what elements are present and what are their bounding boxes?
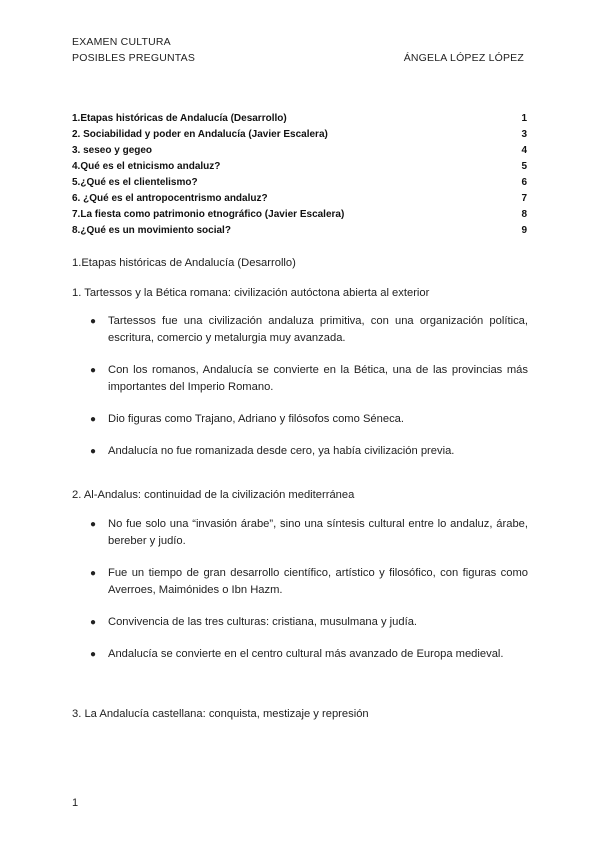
toc-entry-page: 5: [521, 161, 527, 172]
toc-entry-label: 8.¿Qué es un movimiento social?: [72, 225, 231, 236]
toc-entry-label: 1.Etapas históricas de Andalucía (Desarrollo): [72, 113, 287, 124]
toc-entry-label: 7.La fiesta como patrimonio etnográfico (Javier Escalera): [72, 209, 345, 220]
list-item: [88, 516, 528, 550]
toc-entry-page: 1: [521, 113, 527, 124]
list-item: [88, 313, 528, 347]
toc-entry-label: 6. ¿Qué es el antropocentrismo andaluz?: [72, 193, 268, 204]
toc-entry[interactable]: [72, 191, 527, 207]
toc-entry-page: 9: [521, 225, 527, 236]
toc-entry[interactable]: [72, 207, 527, 223]
section-title: 1.Etapas históricas de Andalucía (Desarrollo): [72, 257, 296, 269]
bullet-icon: ●: [90, 617, 97, 628]
toc-entry-label: 5.¿Qué es el clientelismo?: [72, 177, 198, 188]
list-item: [88, 614, 528, 631]
toc-entry-page: 4: [521, 145, 527, 156]
bullet-list-tartessos: [88, 313, 528, 460]
header-author: ÁNGELA LÓPEZ LÓPEZ: [403, 52, 524, 64]
bullet-icon: ●: [90, 446, 97, 457]
toc-entry-label: 4.Qué es el etnicismo andaluz?: [72, 161, 221, 172]
list-item-text: Andalucía se convierte en el centro cultural más avanzado de Europa medieval.: [108, 648, 504, 660]
toc-entry-page: 8: [521, 209, 527, 220]
page-number: 1: [72, 797, 79, 809]
toc-entry[interactable]: [72, 175, 527, 191]
list-item-text: Convivencia de las tres culturas: cristiana, musulmana y judía.: [108, 616, 418, 628]
toc-entry[interactable]: [72, 111, 527, 127]
subsection-heading-tartessos: 1. Tartessos y la Bética romana: civilización autóctona abierta al exterior: [72, 287, 430, 299]
list-item-text: Tartessos fue una civilización andaluza primitiva, con una organización política, escritura, comercio y metalurgia muy avanzada.: [108, 315, 528, 344]
toc-entry[interactable]: [72, 159, 527, 175]
list-item: [88, 443, 528, 460]
header-exam-title: EXAMEN CULTURA: [72, 36, 171, 48]
toc-entry[interactable]: [72, 143, 527, 159]
toc-entry-label: 2. Sociabilidad y poder en Andalucía (Javier Escalera): [72, 129, 328, 140]
bullet-list-al-andalus: [88, 516, 528, 663]
bullet-icon: ●: [90, 649, 97, 660]
bullet-icon: ●: [90, 414, 97, 425]
bullet-icon: ●: [90, 568, 97, 579]
bullet-icon: ●: [90, 316, 97, 327]
list-item: [88, 411, 528, 428]
list-item-text: Dio figuras como Trajano, Adriano y filósofos como Séneca.: [108, 413, 404, 425]
list-item: [88, 646, 528, 663]
table-of-contents: [72, 111, 527, 239]
list-item-text: Andalucía no fue romanizada desde cero, ya había civilización previa.: [108, 445, 455, 457]
toc-entry-page: 6: [521, 177, 527, 188]
list-item-text: Fue un tiempo de gran desarrollo científico, artístico y filosófico, con figuras como Averroes, Maimónides o Ibn Hazm.: [108, 567, 528, 596]
list-item-text: Con los romanos, Andalucía se convierte en la Bética, una de las provincias más importantes del Imperio Romano.: [108, 364, 528, 393]
toc-entry-page: 3: [521, 129, 527, 140]
subsection-heading-al-andalus: 2. Al-Andalus: continuidad de la civilización mediterránea: [72, 489, 355, 501]
list-item: [88, 565, 528, 599]
toc-entry-label: 3. seseo y gegeo: [72, 145, 153, 156]
header-subtitle: POSIBLES PREGUNTAS: [72, 52, 196, 64]
list-item: [88, 362, 528, 396]
subsection-heading-castellana: 3. La Andalucía castellana: conquista, mestizaje y represión: [72, 708, 369, 720]
list-item-text: No fue solo una “invasión árabe”, sino una síntesis cultural entre lo andaluz, árabe, bereber y judío.: [108, 518, 528, 547]
toc-entry-page: 7: [521, 193, 527, 204]
bullet-icon: ●: [90, 365, 97, 376]
toc-entry[interactable]: [72, 223, 527, 239]
bullet-icon: ●: [90, 519, 97, 530]
toc-entry[interactable]: [72, 127, 527, 143]
